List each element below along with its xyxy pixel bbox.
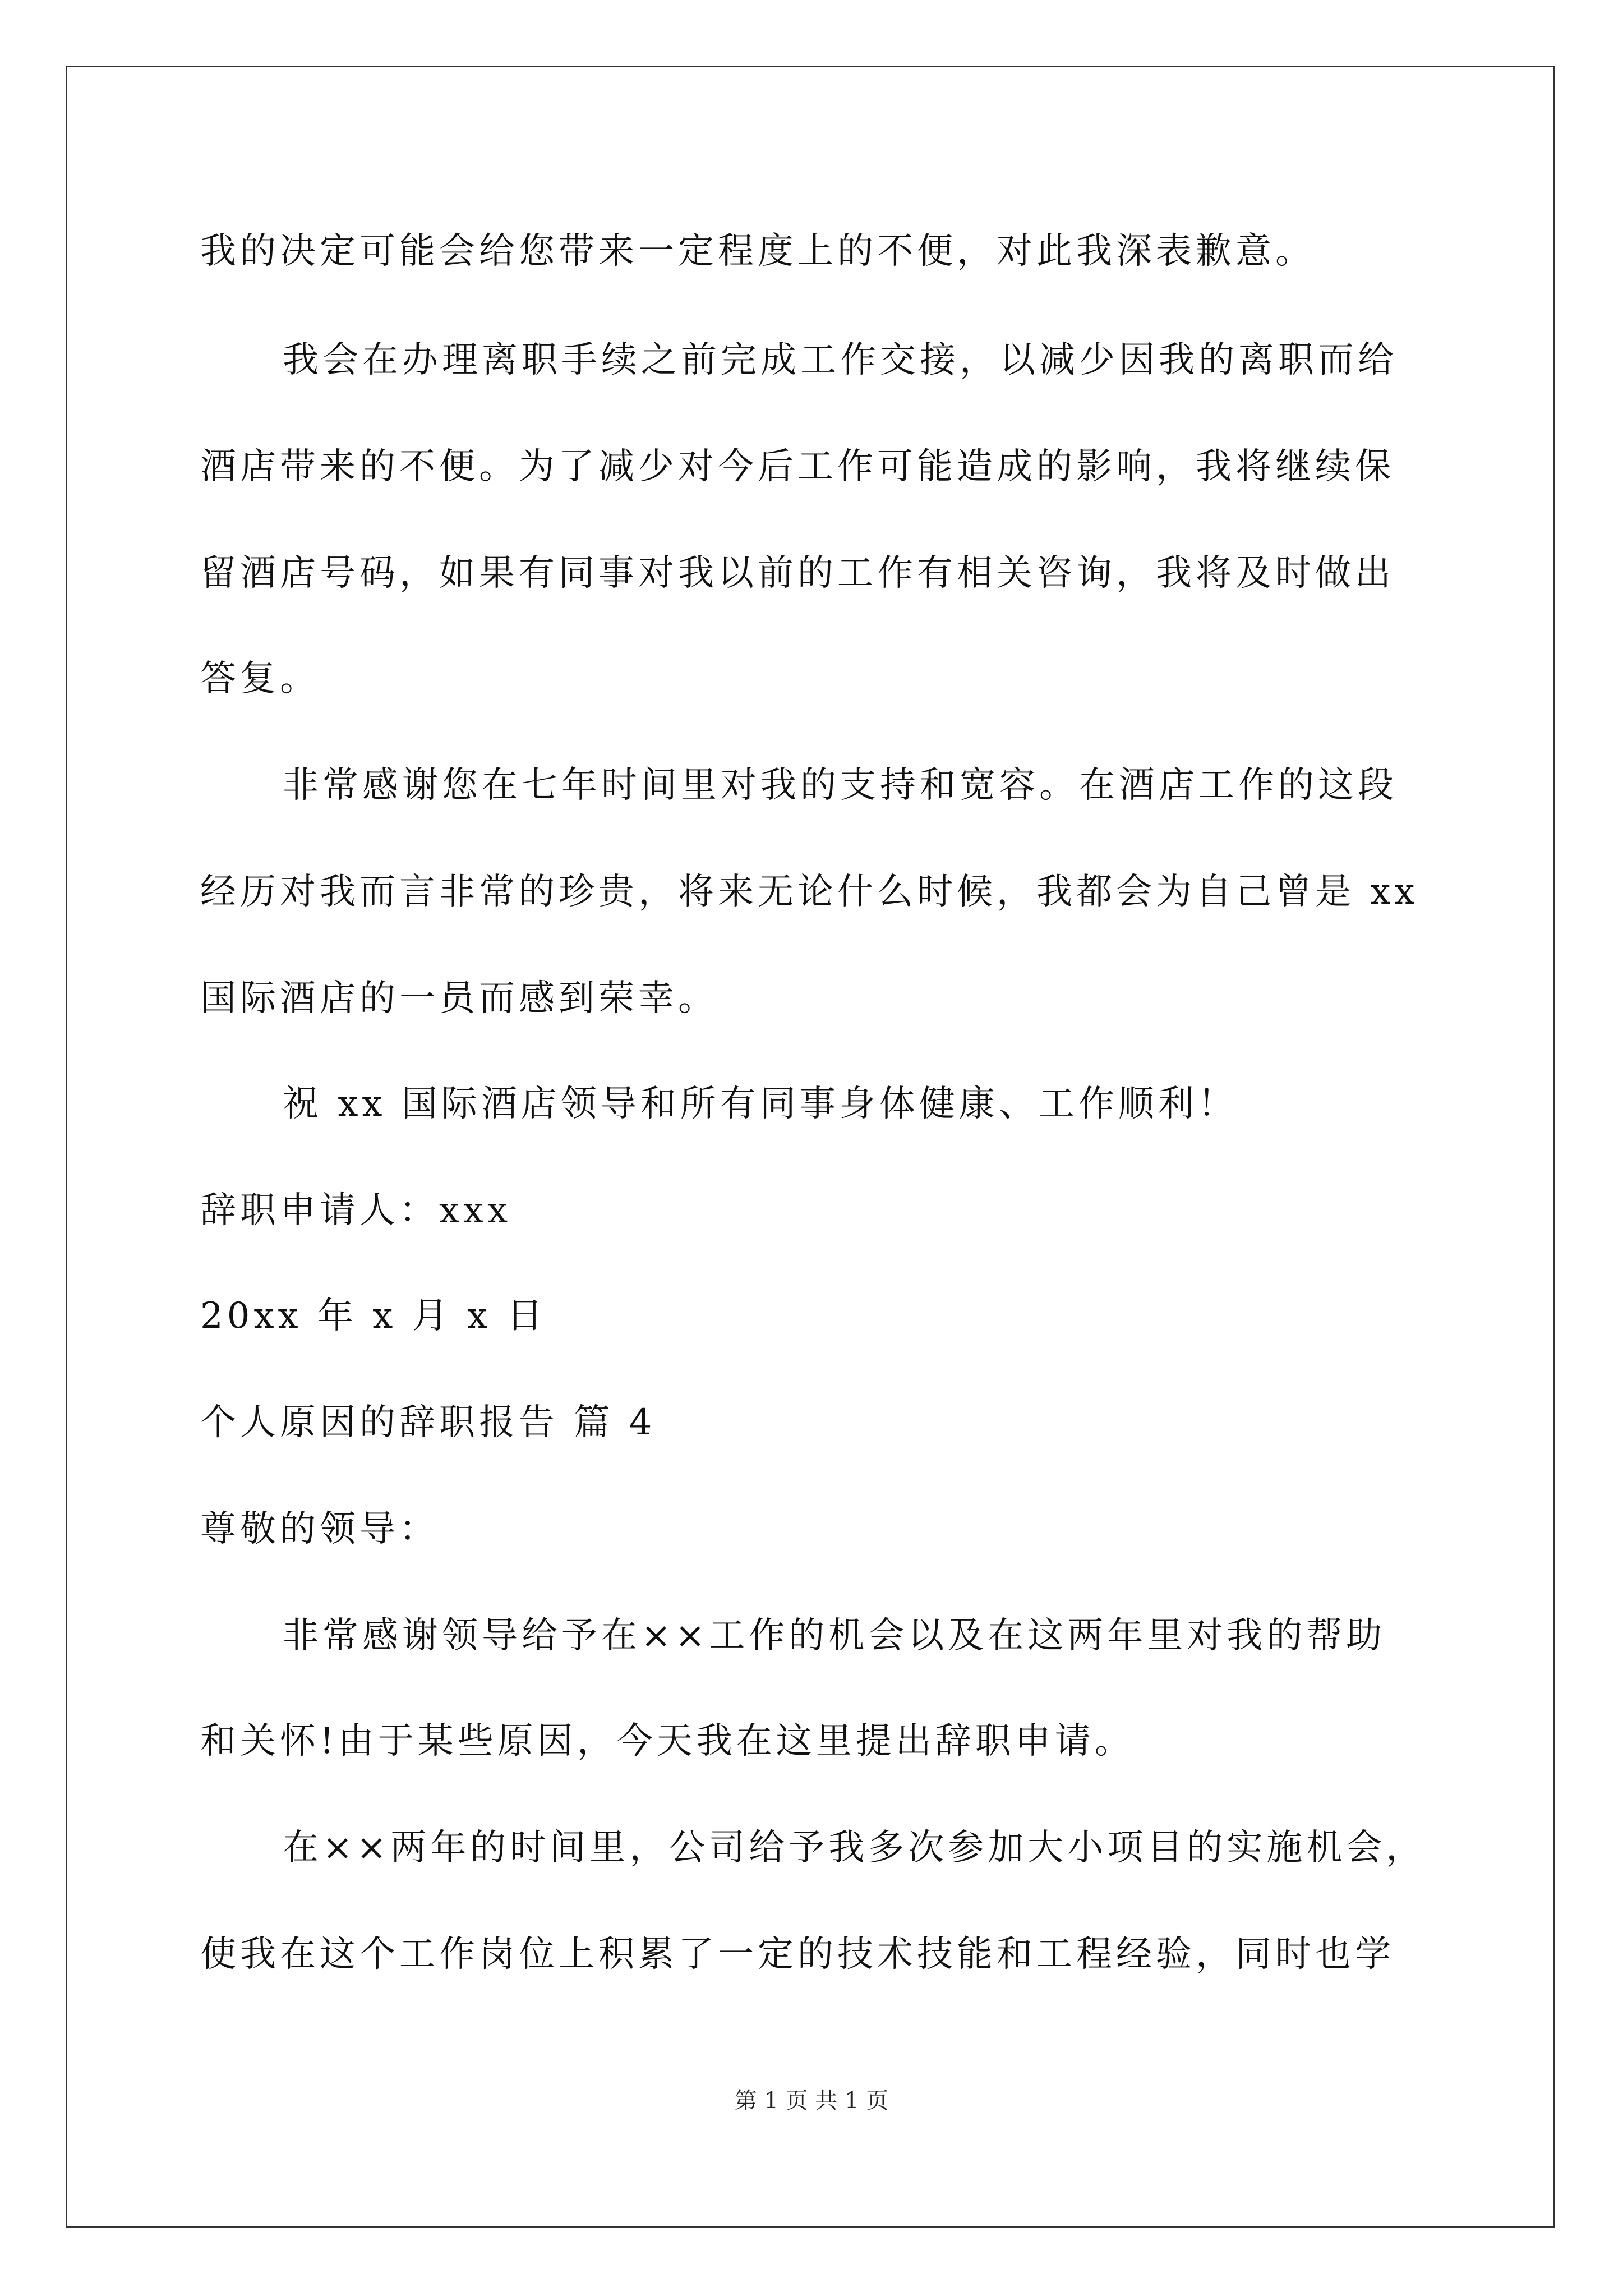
section-heading: 个人原因的辞职报告 篇 4 bbox=[200, 1402, 656, 1443]
text-line: 在××两年的时间里，公司给予我多次参加大小项目的实施机会， bbox=[283, 1827, 1426, 1869]
text-line: 非常感谢您在七年时间里对我的支持和宽容。在酒店工作的这段 bbox=[283, 765, 1398, 806]
salutation: 尊敬的领导： bbox=[200, 1508, 439, 1550]
text-line: 答复。 bbox=[200, 658, 320, 700]
page-footer: 第 1 页 共 1 页 bbox=[734, 2088, 889, 2114]
text-line: 20xx 年 x 月 x 日 bbox=[200, 1295, 547, 1337]
page-border bbox=[66, 66, 1555, 2228]
text-line: 使我在这个工作岗位上积累了一定的技术技能和工程经验，同时也学 bbox=[200, 1934, 1395, 1975]
text-line: 非常感谢领导给予在××工作的机会以及在这两年里对我的帮助 bbox=[283, 1615, 1386, 1657]
text-line: 和关怀!由于某些原因，今天我在这里提出辞职申请。 bbox=[200, 1720, 1135, 1762]
text-line: 国际酒店的一员而感到荣幸。 bbox=[200, 978, 718, 1019]
text-line: 经历对我而言非常的珍贵，将来无论什么时候，我都会为自己曾是 xx bbox=[200, 871, 1419, 913]
text-line: 辞职申请人：xxx bbox=[200, 1190, 512, 1231]
text-line: 酒店带来的不便。为了减少对今后工作可能造成的影响，我将继续保 bbox=[200, 446, 1395, 487]
text-line: 我会在办理离职手续之前完成工作交接，以减少因我的离职而给 bbox=[283, 339, 1398, 381]
text-line: 留酒店号码，如果有同事对我以前的工作有相关咨询，我将及时做出 bbox=[200, 553, 1395, 594]
text-line: 祝 xx 国际酒店领导和所有同事身体健康、工作顺利！ bbox=[283, 1083, 1238, 1125]
text-line: 我的决定可能会给您带来一定程度上的不便，对此我深表歉意。 bbox=[200, 231, 1315, 272]
